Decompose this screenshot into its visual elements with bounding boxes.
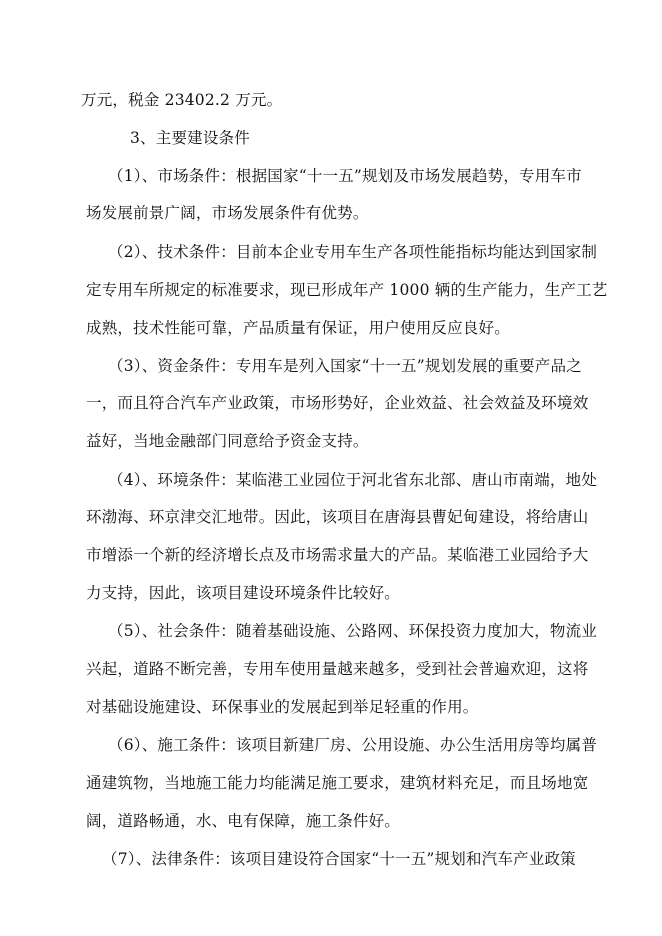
text-line: 力支持，因此，该项目建设环境条件比较好。 <box>86 584 401 602</box>
text-line: 成熟，技术性能可靠，产品质量有保证，用户使用反应良好。 <box>86 319 510 337</box>
text-line: 对基础设施建设、环保事业的发展起到举足轻重的作用。 <box>86 698 479 716</box>
text-line: 环渤海、环京津交汇地带。因此，该项目在唐海县曹妃甸建设，将给唐山 <box>86 508 589 526</box>
text-line: 阔，道路畅通，水、电有保障，施工条件好。 <box>86 812 401 830</box>
text-line: 场发展前景广阔，市场发展条件有优势。 <box>86 204 369 222</box>
text-line: 定专用车所规定的标准要求，现已形成年产 1000 辆的生产能力，生产工艺 <box>86 281 608 299</box>
text-line: （6）、施工条件：该项目新建厂房、公用设施、办公生活用房等均属普 <box>108 736 598 754</box>
text-line: 市增添一个新的经济增长点及市场需求量大的产品。某临港工业园给予大 <box>86 546 589 564</box>
text-line: （4）、环境条件：某临港工业园位于河北省东北部、唐山市南端，地处 <box>108 471 598 489</box>
text-line: 万元，税金 23402.2 万元。 <box>81 91 283 109</box>
text-line: （2）、技术条件：目前本企业专用车生产各项性能指标均能达到国家制 <box>108 243 598 261</box>
text-line: 通建筑物，当地施工能力均能满足施工要求，建筑材料充足，而且场地宽 <box>86 774 589 792</box>
text-line: 一，而且符合汽车产业政策，市场形势好，企业效益、社会效益及环境效 <box>86 394 589 412</box>
section-heading: 3、主要建设条件 <box>130 129 250 147</box>
text-line: （3）、资金条件：专用车是列入国家“十一五”规划发展的重要产品之 <box>108 357 582 375</box>
text-line: （1）、市场条件：根据国家“十一五”规划及市场发展趋势，专用车市 <box>108 167 582 185</box>
text-line: 益好，当地金融部门同意给予资金支持。 <box>86 432 369 450</box>
text-line: （5）、社会条件：随着基础设施、公路网、环保投资力度加大，物流业 <box>108 622 598 640</box>
text-line: 兴起，道路不断完善，专用车使用量越来越多，受到社会普遍欢迎，这将 <box>86 660 589 678</box>
text-line: （7）、法律条件：该项目建设符合国家“十一五”规划和汽车产业政策 <box>102 850 576 868</box>
